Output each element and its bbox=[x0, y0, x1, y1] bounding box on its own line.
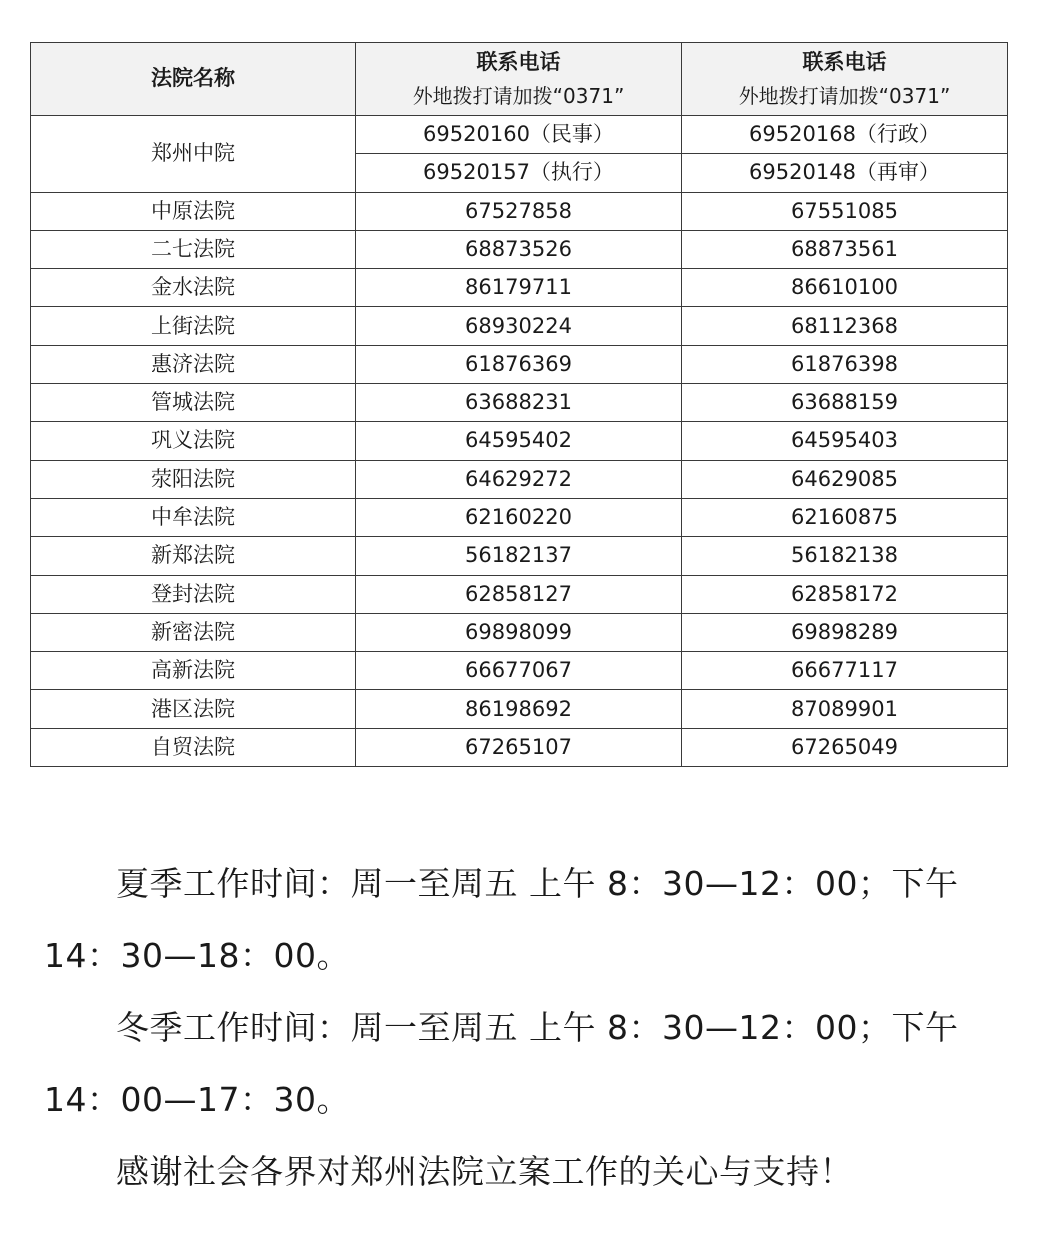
court-name-cell: 高新法院 bbox=[31, 652, 356, 690]
phone-cell: 67265107 bbox=[356, 728, 682, 766]
court-name-cell: 管城法院 bbox=[31, 384, 356, 422]
court-name-cell: 新郑法院 bbox=[31, 537, 356, 575]
header-phone-col2-sub: 外地拨打请加拨“0371” bbox=[738, 83, 951, 108]
phone-cell: 56182137 bbox=[356, 537, 682, 575]
table-row bbox=[31, 269, 1008, 307]
phone-cell: 69898289 bbox=[682, 613, 1008, 651]
notice-text bbox=[44, 848, 1004, 1208]
court-name-cell: 中原法院 bbox=[31, 192, 356, 230]
table-body bbox=[31, 116, 1008, 767]
phone-cell: 67527858 bbox=[356, 192, 682, 230]
phone-cell: 66677117 bbox=[682, 652, 1008, 690]
court-name-cell: 郑州中院 bbox=[31, 116, 356, 193]
phone-cell: 68873561 bbox=[682, 230, 1008, 268]
court-name-cell: 二七法院 bbox=[31, 230, 356, 268]
phone-cell: 64629085 bbox=[682, 460, 1008, 498]
court-contact-table-wrapper bbox=[30, 42, 1007, 767]
table-row bbox=[31, 460, 1008, 498]
table-row bbox=[31, 575, 1008, 613]
phone-cell: 56182138 bbox=[682, 537, 1008, 575]
court-name-cell: 登封法院 bbox=[31, 575, 356, 613]
court-name-cell: 港区法院 bbox=[31, 690, 356, 728]
phone-cell: 69520157（执行） bbox=[356, 154, 682, 192]
table-row bbox=[31, 192, 1008, 230]
table-row bbox=[31, 728, 1008, 766]
header-phone-col2 bbox=[682, 43, 1008, 116]
phone-cell: 86198692 bbox=[356, 690, 682, 728]
thanks-message: 感谢社会各界对郑州法院立案工作的关心与支持！ bbox=[116, 1152, 853, 1191]
phone-cell: 68112368 bbox=[682, 307, 1008, 345]
court-name-cell: 新密法院 bbox=[31, 613, 356, 651]
table-row bbox=[31, 498, 1008, 536]
phone-cell: 69520168（行政） bbox=[682, 116, 1008, 154]
table-row bbox=[31, 345, 1008, 383]
summer-hours: 夏季工作时间：周一至周五 上午 8：30—12：00；下午 14：30—18：00。 bbox=[44, 864, 959, 975]
table-row bbox=[31, 307, 1008, 345]
phone-cell: 67551085 bbox=[682, 192, 1008, 230]
phone-cell: 61876369 bbox=[356, 345, 682, 383]
court-name-cell: 金水法院 bbox=[31, 269, 356, 307]
court-name-cell: 巩义法院 bbox=[31, 422, 356, 460]
phone-cell: 66677067 bbox=[356, 652, 682, 690]
phone-cell: 61876398 bbox=[682, 345, 1008, 383]
phone-cell: 62858172 bbox=[682, 575, 1008, 613]
phone-cell: 63688231 bbox=[356, 384, 682, 422]
table-row-zhengzhou-1 bbox=[31, 116, 1008, 154]
table-row bbox=[31, 230, 1008, 268]
court-name-cell: 上街法院 bbox=[31, 307, 356, 345]
phone-cell: 68873526 bbox=[356, 230, 682, 268]
header-phone-col2-title: 联系电话 bbox=[802, 50, 887, 75]
phone-cell: 64595402 bbox=[356, 422, 682, 460]
table-row bbox=[31, 613, 1008, 651]
phone-cell: 69898099 bbox=[356, 613, 682, 651]
table-row bbox=[31, 690, 1008, 728]
table-row bbox=[31, 537, 1008, 575]
table-header bbox=[31, 43, 1008, 116]
winter-hours: 冬季工作时间：周一至周五 上午 8：30—12：00；下午 14：00—17：30。 bbox=[44, 1008, 959, 1119]
phone-cell: 64595403 bbox=[682, 422, 1008, 460]
header-court-name-label: 法院名称 bbox=[151, 66, 235, 91]
court-name-cell: 荥阳法院 bbox=[31, 460, 356, 498]
phone-cell: 68930224 bbox=[356, 307, 682, 345]
header-phone-col1-title: 联系电话 bbox=[476, 50, 561, 75]
header-phone-col1 bbox=[356, 43, 682, 116]
court-contact-table bbox=[30, 42, 1008, 767]
phone-cell: 69520148（再审） bbox=[682, 154, 1008, 192]
phone-cell: 87089901 bbox=[682, 690, 1008, 728]
table-row bbox=[31, 422, 1008, 460]
court-name-cell: 中牟法院 bbox=[31, 498, 356, 536]
phone-cell: 86610100 bbox=[682, 269, 1008, 307]
court-name-cell: 自贸法院 bbox=[31, 728, 356, 766]
phone-cell: 67265049 bbox=[682, 728, 1008, 766]
phone-cell: 63688159 bbox=[682, 384, 1008, 422]
phone-cell: 86179711 bbox=[356, 269, 682, 307]
court-name-cell: 惠济法院 bbox=[31, 345, 356, 383]
phone-cell: 62858127 bbox=[356, 575, 682, 613]
header-court-name bbox=[31, 43, 356, 116]
table-row bbox=[31, 384, 1008, 422]
table-row bbox=[31, 652, 1008, 690]
phone-cell: 69520160（民事） bbox=[356, 116, 682, 154]
phone-cell: 64629272 bbox=[356, 460, 682, 498]
header-row bbox=[31, 43, 1008, 116]
header-phone-col1-sub: 外地拨打请加拨“0371” bbox=[412, 83, 625, 108]
phone-cell: 62160220 bbox=[356, 498, 682, 536]
phone-cell: 62160875 bbox=[682, 498, 1008, 536]
